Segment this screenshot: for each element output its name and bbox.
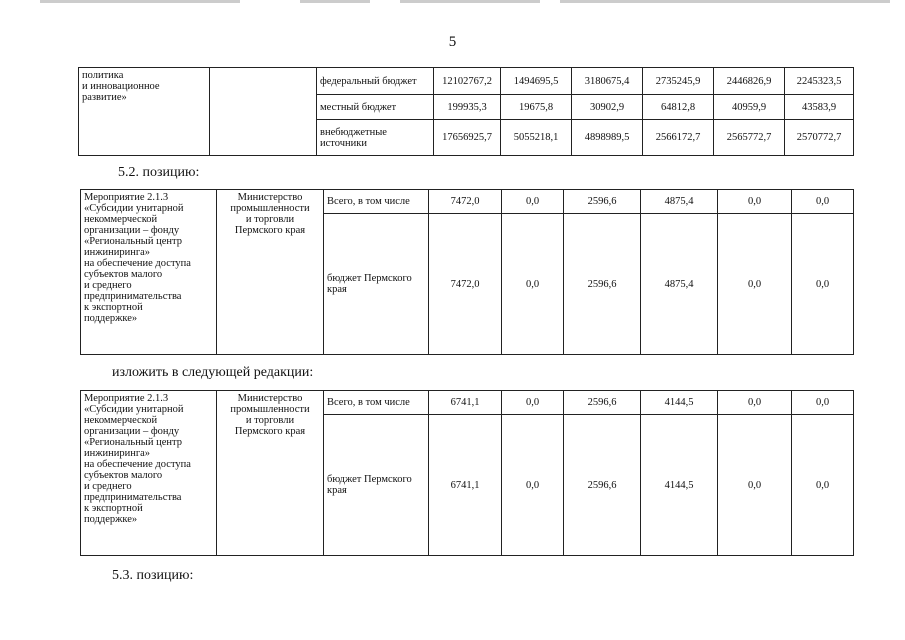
source-cell: внебюджетные источники xyxy=(317,120,434,156)
value-cell: 4875,4 xyxy=(641,190,718,214)
value-cell: 199935,3 xyxy=(434,95,501,120)
value-cell: 2446826,9 xyxy=(714,68,785,95)
value-cell: 6741,1 xyxy=(429,415,502,556)
value-cell: 0,0 xyxy=(792,391,854,415)
position-table-new xyxy=(80,390,854,556)
value-cell: 4875,4 xyxy=(641,214,718,355)
value-cell: 2596,6 xyxy=(564,415,641,556)
value-cell: 4144,5 xyxy=(641,391,718,415)
value-cell: 0,0 xyxy=(718,415,792,556)
section-heading-5-3: 5.3. позицию: xyxy=(112,568,194,583)
source-cell: бюджет Пермского края xyxy=(324,415,429,556)
executor-cell: Министерство промышленности и торговли Пермского края xyxy=(217,190,324,355)
value-cell: 2245323,5 xyxy=(785,68,854,95)
scan-edge xyxy=(300,0,370,3)
value-cell: 2570772,7 xyxy=(785,120,854,156)
value-cell: 0,0 xyxy=(718,214,792,355)
value-cell: 64812,8 xyxy=(643,95,714,120)
section-heading-new-edition: изложить в следующей редакции: xyxy=(112,365,314,380)
value-cell: 12102767,2 xyxy=(434,68,501,95)
value-cell: 4144,5 xyxy=(641,415,718,556)
value-cell: 0,0 xyxy=(502,214,564,355)
value-cell: 0,0 xyxy=(792,190,854,214)
executor-cell: Министерство промышленности и торговли Пермского края xyxy=(217,391,324,556)
value-cell: 0,0 xyxy=(718,190,792,214)
value-cell: 2565772,7 xyxy=(714,120,785,156)
event-name-cell: Мероприятие 2.1.3 «Субсидии унитарной некоммерческой организации – фонду «Региональный центр инжиниринга» на обеспечение доступа субъектов малого и среднего предпринимательства к экспортной поддержке» xyxy=(81,391,217,556)
funding-table-continuation xyxy=(78,67,854,156)
source-cell: федеральный бюджет xyxy=(317,68,434,95)
value-cell: 3180675,4 xyxy=(572,68,643,95)
source-cell: местный бюджет xyxy=(317,95,434,120)
value-cell: 0,0 xyxy=(502,190,564,214)
value-cell: 19675,8 xyxy=(501,95,572,120)
value-cell: 2735245,9 xyxy=(643,68,714,95)
source-cell: бюджет Пермского края xyxy=(324,214,429,355)
value-cell: 30902,9 xyxy=(572,95,643,120)
scan-edge xyxy=(40,0,240,3)
scan-edge xyxy=(400,0,540,3)
value-cell: 7472,0 xyxy=(429,190,502,214)
source-cell: Всего, в том числе xyxy=(324,190,429,214)
position-table-old xyxy=(80,189,854,355)
page-number: 5 xyxy=(448,34,457,50)
event-name-cell: Мероприятие 2.1.3 «Субсидии унитарной некоммерческой организации – фонду «Региональный центр инжиниринга» на обеспечение доступа субъектов малого и среднего предпринимательства к экспортной поддержке» xyxy=(81,190,217,355)
value-cell: 0,0 xyxy=(502,415,564,556)
value-cell: 5055218,1 xyxy=(501,120,572,156)
value-cell: 17656925,7 xyxy=(434,120,501,156)
value-cell: 4898989,5 xyxy=(572,120,643,156)
value-cell: 0,0 xyxy=(792,214,854,355)
scan-edge xyxy=(560,0,890,3)
program-name-cell: политика и инновационное развитие» xyxy=(79,68,210,156)
value-cell: 6741,1 xyxy=(429,391,502,415)
value-cell: 0,0 xyxy=(792,415,854,556)
value-cell: 1494695,5 xyxy=(501,68,572,95)
value-cell: 43583,9 xyxy=(785,95,854,120)
executor-cell xyxy=(210,68,317,156)
value-cell: 0,0 xyxy=(718,391,792,415)
value-cell: 0,0 xyxy=(502,391,564,415)
value-cell: 7472,0 xyxy=(429,214,502,355)
value-cell: 2596,6 xyxy=(564,391,641,415)
source-cell: Всего, в том числе xyxy=(324,391,429,415)
value-cell: 2566172,7 xyxy=(643,120,714,156)
value-cell: 2596,6 xyxy=(564,214,641,355)
value-cell: 2596,6 xyxy=(564,190,641,214)
section-heading-5-2: 5.2. позицию: xyxy=(118,165,200,180)
value-cell: 40959,9 xyxy=(714,95,785,120)
